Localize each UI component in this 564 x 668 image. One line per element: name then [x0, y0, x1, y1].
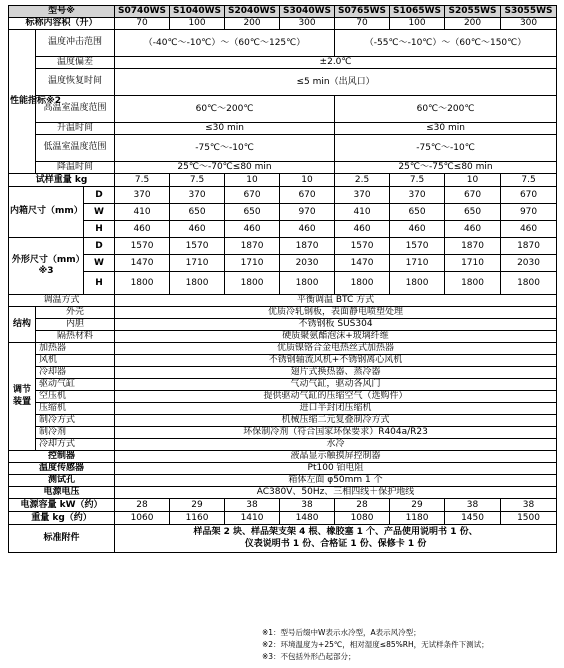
- inner-size-value: 460: [280, 221, 335, 238]
- inner-size-value: 370: [115, 187, 170, 204]
- outer-size-value: 2030: [280, 255, 335, 272]
- test-hole-value: 箱体左面 φ50mm 1 个: [115, 475, 557, 487]
- regulating-item-label: 空压机: [36, 391, 115, 403]
- high-chamber-row: [9, 96, 557, 123]
- outer-size-value: 1710: [170, 255, 225, 272]
- regulating-item-label: 制冷方式: [36, 415, 115, 427]
- heatup-left: ≤30 min: [115, 123, 335, 135]
- accessories-row: [9, 525, 557, 553]
- regulating-row: [9, 343, 557, 355]
- deviation-row: [9, 57, 557, 69]
- outer-size-value: 1800: [280, 272, 335, 295]
- model-name: S2040WS: [225, 6, 280, 18]
- regulating-item-label: 加热器: [36, 343, 115, 355]
- accessories-label: 标准附件: [9, 525, 115, 553]
- inner-size-value: 460: [390, 221, 445, 238]
- model-name: S3055WS: [501, 6, 557, 18]
- regulating-row: [9, 355, 557, 367]
- regulating-row: [9, 415, 557, 427]
- regulating-row: [9, 391, 557, 403]
- inner-size-value: 410: [115, 204, 170, 221]
- footnotes: [262, 627, 489, 663]
- weight-value: 1480: [280, 512, 335, 525]
- outer-size-value: 1800: [390, 272, 445, 295]
- outer-size-value: 1570: [335, 238, 390, 255]
- outer-size-value: 1870: [501, 238, 557, 255]
- controller-label: 控制器: [9, 451, 115, 463]
- regulating-row: [9, 403, 557, 415]
- power-capacity-row: [9, 499, 557, 512]
- power-supply-row: [9, 487, 557, 499]
- outer-size-value: 1710: [225, 255, 280, 272]
- outer-size-row: [9, 272, 557, 295]
- sample-weight-value: 7.5: [390, 174, 445, 187]
- regulating-item-label: 风机: [36, 355, 115, 367]
- control-method-value: 平衡调温 BTC 方式: [115, 295, 557, 307]
- structure-item-value: 优质冷轧钢板，表面静电喷塑处理: [115, 307, 557, 319]
- inner-size-value: 650: [445, 204, 501, 221]
- model-name: S3040WS: [280, 6, 335, 18]
- power-capacity-value: 38: [280, 499, 335, 512]
- inner-size-value: 370: [170, 187, 225, 204]
- outer-size-value: 1470: [115, 255, 170, 272]
- model-name: S1065WS: [390, 6, 445, 18]
- regulating-row: [9, 367, 557, 379]
- power-capacity-label: 电源容量 kW（约）: [9, 499, 115, 512]
- sensor-row: [9, 463, 557, 475]
- impact-range-right: （-55℃～-10℃）～（60℃～150℃）: [335, 30, 557, 57]
- sensor-label: 温度传感器: [9, 463, 115, 475]
- cooldown-left: 25℃～-70℃≤80 min: [115, 162, 335, 174]
- outer-dim-label: W: [84, 255, 115, 272]
- outer-size-value: 1870: [225, 238, 280, 255]
- sample-weight-value: 10: [225, 174, 280, 187]
- outer-dim-label: H: [84, 272, 115, 295]
- regulating-item-value: 进口半封闭压缩机: [115, 403, 557, 415]
- inner-size-value: 370: [390, 187, 445, 204]
- regulating-item-value: 不锈钢轴流风机+不锈钢离心风机: [115, 355, 557, 367]
- regulating-row: [9, 379, 557, 391]
- outer-size-row: [9, 238, 557, 255]
- inner-size-value: 970: [501, 204, 557, 221]
- sample-weight-value: 10: [445, 174, 501, 187]
- inner-size-value: 460: [170, 221, 225, 238]
- control-method-row: [9, 295, 557, 307]
- model-label: 型号※: [9, 6, 115, 18]
- heatup-row: [9, 123, 557, 135]
- outer-size-row: [9, 255, 557, 272]
- inner-size-value: 460: [501, 221, 557, 238]
- inner-dim-label: D: [84, 187, 115, 204]
- weight-value: 1410: [225, 512, 280, 525]
- outer-size-value: 1570: [115, 238, 170, 255]
- regulating-row: [9, 427, 557, 439]
- regulating-item-label: 冷却方式: [36, 439, 115, 451]
- outer-size-value: 1710: [445, 255, 501, 272]
- inner-size-value: 670: [501, 187, 557, 204]
- regulating-item-value: 提供驱动气缸的压缩空气（选购件）: [115, 391, 557, 403]
- power-capacity-value: 38: [225, 499, 280, 512]
- inner-dim-label: H: [84, 221, 115, 238]
- regulating-item-label: 冷却器: [36, 367, 115, 379]
- regulating-row: [9, 439, 557, 451]
- model-name: S0740WS: [115, 6, 170, 18]
- model-name: S2055WS: [445, 6, 501, 18]
- outer-size-value: 1800: [115, 272, 170, 295]
- recovery-value: ≤5 min（出风口）: [115, 69, 557, 96]
- inner-size-value: 460: [115, 221, 170, 238]
- volume-value: 70: [335, 18, 390, 30]
- regulating-item-label: 驱动气缸: [36, 379, 115, 391]
- control-method-label: 调温方式: [9, 295, 115, 307]
- accessories-line-2: 仪表说明书 1 份、合格证 1 份、保修卡 1 份: [244, 538, 427, 549]
- header-row: [9, 6, 557, 18]
- outer-size-value: 2030: [501, 255, 557, 272]
- weight-label: 重量 kg（约）: [9, 512, 115, 525]
- outer-size-value: 1800: [170, 272, 225, 295]
- sample-weight-value: 2.5: [335, 174, 390, 187]
- structure-row: [9, 331, 557, 343]
- volume-value: 70: [115, 18, 170, 30]
- outer-size-value: 1870: [280, 238, 335, 255]
- outer-size-value: 1570: [170, 238, 225, 255]
- test-hole-label: 测试孔: [9, 475, 115, 487]
- recovery-row: [9, 69, 557, 96]
- power-capacity-value: 29: [170, 499, 225, 512]
- sample-weight-value: 7.5: [115, 174, 170, 187]
- cooldown-right: 25℃～-75℃≤80 min: [335, 162, 557, 174]
- inner-size-value: 460: [335, 221, 390, 238]
- cooldown-row: [9, 162, 557, 174]
- regulating-item-label: 制冷剂: [36, 427, 115, 439]
- structure-item-label: 内胆: [36, 319, 115, 331]
- heatup-right: ≤30 min: [335, 123, 557, 135]
- structure-item-label: 外壳: [36, 307, 115, 319]
- inner-size-value: 460: [445, 221, 501, 238]
- volume-value: 300: [280, 18, 335, 30]
- inner-size-value: 670: [280, 187, 335, 204]
- inner-size-value: 670: [225, 187, 280, 204]
- controller-value: 液晶显示触摸屏控制器: [115, 451, 557, 463]
- volume-value: 200: [225, 18, 280, 30]
- low-chamber-right: -75℃～-10℃: [335, 135, 557, 162]
- power-supply-label: 电源电压: [9, 487, 115, 499]
- inner-size-value: 650: [390, 204, 445, 221]
- structure-item-value: 硬质聚氨酯泡沫+玻璃纤维: [115, 331, 557, 343]
- inner-size-label: 内箱尺寸（mm）: [9, 187, 84, 238]
- low-chamber-label: 低温室温度范围: [36, 135, 115, 162]
- structure-row: [9, 307, 557, 319]
- low-chamber-left: -75℃～-10℃: [115, 135, 335, 162]
- high-chamber-right: 60℃～200℃: [335, 96, 557, 123]
- footnote-1: ※1：型号后缀中W表示水冷型，A表示风冷型；: [262, 628, 421, 637]
- outer-size-value: 1570: [390, 238, 445, 255]
- power-capacity-value: 38: [501, 499, 557, 512]
- volume-value: 200: [445, 18, 501, 30]
- model-name: S0765WS: [335, 6, 390, 18]
- regulating-item-value: 优质镍铬合金电热丝式加热器: [115, 343, 557, 355]
- footnote-2: ※2：环境温度为+25℃，相对湿度≤85%RH，无试样条件下测试；: [262, 640, 489, 649]
- outer-size-value: 1800: [225, 272, 280, 295]
- weight-value: 1160: [170, 512, 225, 525]
- weight-value: 1080: [335, 512, 390, 525]
- regulating-group-label: 调节装置: [9, 343, 36, 451]
- regulating-item-value: 翅片式换热器、蒸冷器: [115, 367, 557, 379]
- weight-value: 1060: [115, 512, 170, 525]
- regulating-item-value: 气动气缸，驱动各风门: [115, 379, 557, 391]
- recovery-label: 温度恢复时间: [36, 69, 115, 96]
- test-hole-row: [9, 475, 557, 487]
- inner-size-row: [9, 187, 557, 204]
- outer-size-label: 外形尺寸（mm）※3: [9, 238, 84, 295]
- impact-range-left: （-40℃～-10℃）～（60℃～125℃）: [115, 30, 335, 57]
- structure-row: [9, 319, 557, 331]
- sample-weight-label: 试样重量 kg: [9, 174, 115, 187]
- volume-label: 标称内容积（升）: [9, 18, 115, 30]
- weight-value: 1180: [390, 512, 445, 525]
- power-supply-value: AC380V、50Hz、三相四线＋保护地线: [115, 487, 557, 499]
- controller-row: [9, 451, 557, 463]
- volume-value: 100: [170, 18, 225, 30]
- regulating-item-label: 压缩机: [36, 403, 115, 415]
- volume-value: 300: [501, 18, 557, 30]
- weight-row: [9, 512, 557, 525]
- sensor-value: Pt100 铂电阻: [115, 463, 557, 475]
- heatup-label: 升温时间: [36, 123, 115, 135]
- outer-size-value: 1870: [445, 238, 501, 255]
- structure-group-label: 结构: [9, 307, 36, 343]
- high-chamber-label: 高温室温度范围: [36, 96, 115, 123]
- outer-dim-label: D: [84, 238, 115, 255]
- inner-size-value: 670: [445, 187, 501, 204]
- cooldown-label: 降温时间: [36, 162, 115, 174]
- inner-dim-label: W: [84, 204, 115, 221]
- power-capacity-value: 38: [445, 499, 501, 512]
- volume-row: [9, 18, 557, 30]
- sample-weight-row: [9, 174, 557, 187]
- volume-value: 100: [390, 18, 445, 30]
- outer-size-value: 1800: [335, 272, 390, 295]
- regulating-item-value: 环保制冷剂（符合国家环保要求）R404a/R23: [115, 427, 557, 439]
- low-chamber-row: [9, 135, 557, 162]
- impact-row: [9, 30, 557, 57]
- outer-size-value: 1470: [335, 255, 390, 272]
- inner-size-value: 650: [170, 204, 225, 221]
- accessories-line-1: 样品架 2 块、样品架支架 4 根、橡胶塞 1 个、产品使用说明书 1 份、: [193, 527, 478, 538]
- inner-size-row: [9, 221, 557, 238]
- model-name: S1040WS: [170, 6, 225, 18]
- deviation-value: ±2.0℃: [115, 57, 557, 69]
- outer-size-value: 1800: [445, 272, 501, 295]
- deviation-label: 温度偏差: [36, 57, 115, 69]
- footnote-3: ※3：不包括外形凸起部分；: [262, 652, 356, 661]
- weight-value: 1500: [501, 512, 557, 525]
- spec-table: [8, 5, 557, 553]
- power-capacity-value: 28: [335, 499, 390, 512]
- power-capacity-value: 29: [390, 499, 445, 512]
- high-chamber-left: 60℃～200℃: [115, 96, 335, 123]
- inner-size-value: 410: [335, 204, 390, 221]
- accessories-value: [115, 525, 557, 553]
- weight-value: 1450: [445, 512, 501, 525]
- regulating-item-value: 机械压缩二元复叠制冷方式: [115, 415, 557, 427]
- inner-size-value: 970: [280, 204, 335, 221]
- sample-weight-value: 7.5: [501, 174, 557, 187]
- inner-size-value: 370: [335, 187, 390, 204]
- regulating-item-value: 水冷: [115, 439, 557, 451]
- sample-weight-value: 7.5: [170, 174, 225, 187]
- inner-size-value: 460: [225, 221, 280, 238]
- structure-item-label: 隔热材料: [36, 331, 115, 343]
- performance-group-label: 性能指标※2: [9, 30, 36, 174]
- inner-size-value: 650: [225, 204, 280, 221]
- inner-size-row: [9, 204, 557, 221]
- impact-range-label: 温度冲击范围: [36, 30, 115, 57]
- outer-size-value: 1710: [390, 255, 445, 272]
- outer-size-value: 1800: [501, 272, 557, 295]
- sample-weight-value: 10: [280, 174, 335, 187]
- structure-item-value: 不锈钢板 SUS304: [115, 319, 557, 331]
- power-capacity-value: 28: [115, 499, 170, 512]
